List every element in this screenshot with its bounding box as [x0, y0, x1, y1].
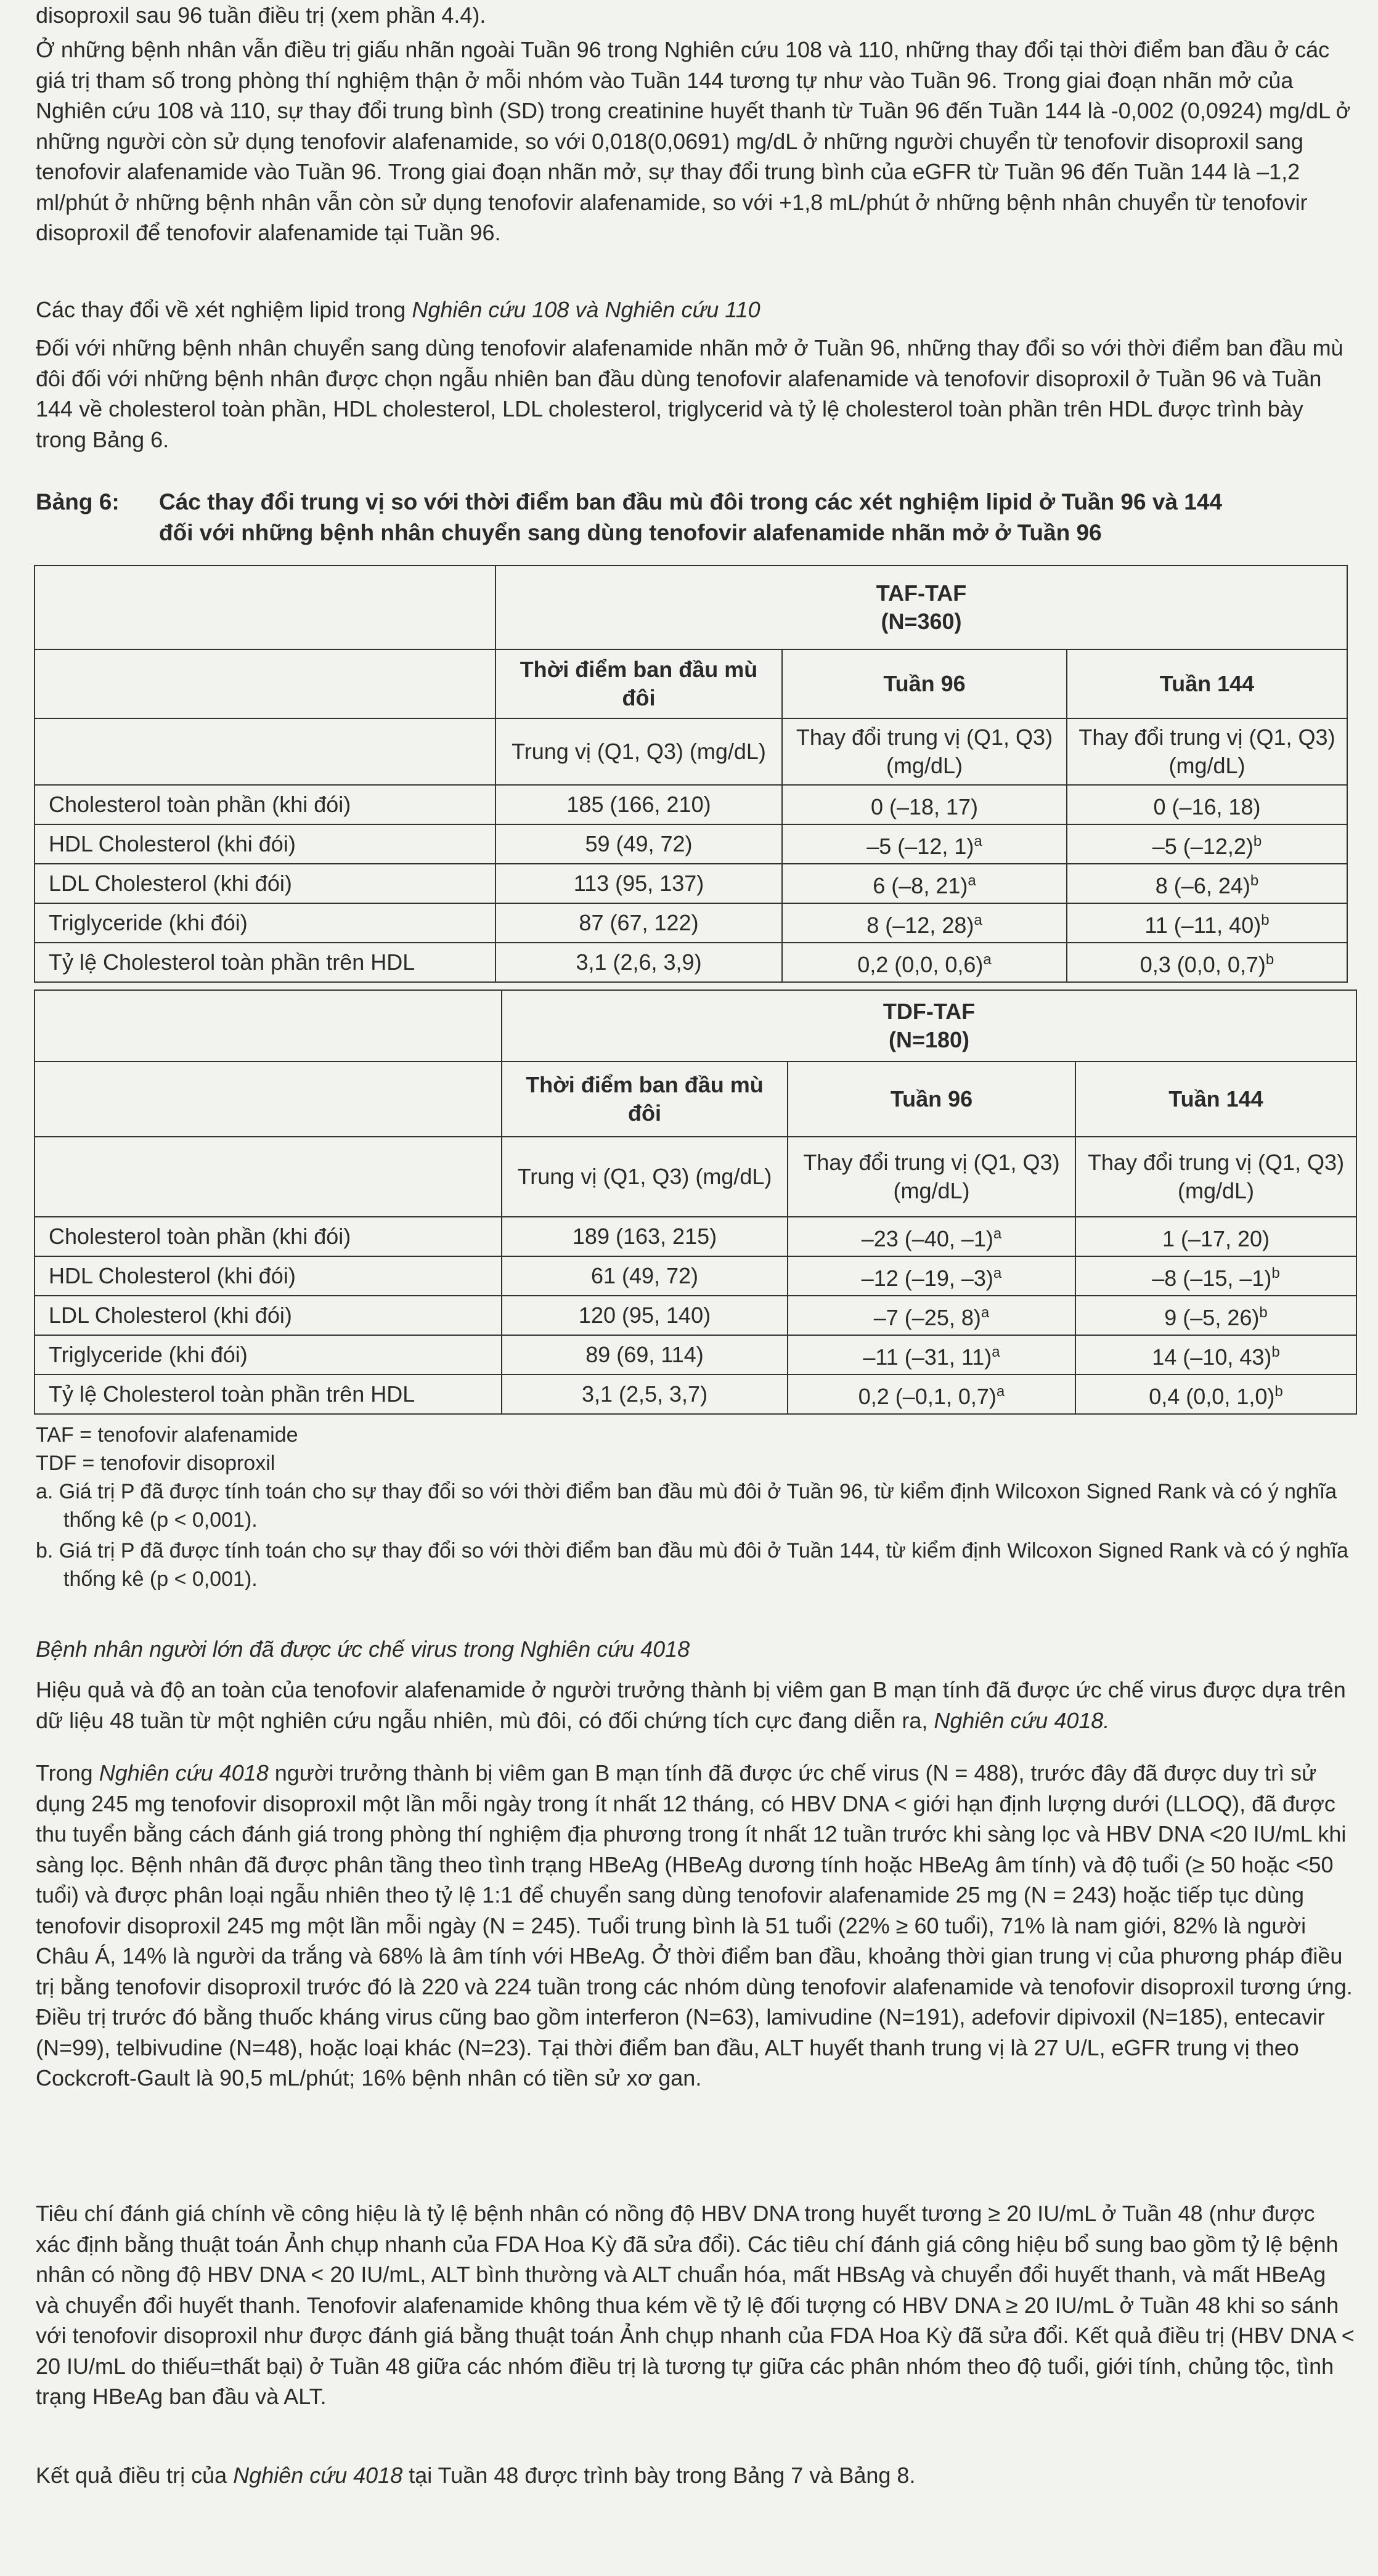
abbreviation-taf: TAF = tenofovir alafenamide — [36, 1423, 298, 1447]
text-span: Trong — [36, 1760, 99, 1786]
week96-change-text: 8 (–12, 28) — [866, 912, 974, 938]
week96-change — [782, 824, 1067, 864]
row-label-text: HDL Cholesterol (khi đói) — [49, 1263, 296, 1288]
group-n: (N=180) — [888, 1027, 970, 1052]
group-name: TDF-TAF — [883, 999, 976, 1024]
baseline-value — [502, 1256, 788, 1296]
baseline-value-text: 189 (163, 215) — [572, 1224, 717, 1249]
week144-change — [1075, 1256, 1356, 1296]
study-4018-paragraph-3: Tiêu chí đánh giá chính về công hiệu là tỷ lệ bệnh nhân có nồng độ HBV DNA trong huyết tương ≥ 20 IU/mL ở Tuần 48 (như được xác định bằng thuật toán Ảnh chụp nhanh của FDA Hoa Kỳ đã sửa đổi). Các tiêu chí đánh giá công hiệu bổ sung bao gồm tỷ lệ bệnh nhân có nồng độ HBV DNA < 20 IU/mL, ALT bình thường và ALT chuẩn hóa, mất HBsAg và chuyển đổi huyết thanh, và mất HBeAg và chuyển đổi huyết thanh. Tenofovir alafenamide không thua kém về tỷ lệ đối tượng có HBV DNA ≥ 20 IU/mL ở Tuần 48 khi so sánh với tenofovir disoproxil như được đánh giá bằng thuật toán Ảnh chụp nhanh của FDA Hoa Kỳ đã sửa đổi. Kết quả điều trị (HBV DNA < 20 IU/mL do thiếu=thất bại) ở Tuần 48 giữa các nhóm điều trị là tương tự giữa các phân nhóm theo độ tuổi, giới tính, chủng tộc, tình trạng HBeAg ban đầu và ALT. — [36, 2201, 1355, 2409]
week144-change — [1075, 1335, 1356, 1375]
abbreviation-tdf: TDF = tenofovir disoproxil — [36, 1452, 275, 1475]
row-label — [35, 824, 495, 864]
row-label-text: Tỷ lệ Cholesterol toàn phần trên HDL — [49, 1381, 415, 1407]
week96-change-text: 6 (–8, 21) — [873, 873, 968, 898]
table-row — [35, 1217, 1356, 1256]
week96-change — [782, 785, 1067, 824]
subheader-baseline: Trung vị (Q1, Q3) (mg/dL) — [495, 718, 782, 785]
row-label — [35, 1217, 502, 1256]
group-header — [495, 566, 1347, 649]
week144-change-text: –8 (–15, –1) — [1152, 1266, 1272, 1291]
empty-cell — [35, 1062, 502, 1137]
intro-paragraph-1: Ở những bệnh nhân vẫn điều trị giấu nhãn ngoài Tuần 96 trong Nghiên cứu 108 và 110, những thay đổi tại thời điểm ban đầu ở các giá trị tham số trong phòng thí nghiệm thận ở mỗi nhóm vào Tuần 144 tương tự như vào Tuần 96. Trong giai đoạn nhãn mở của Nghiên cứu 108 và 110, sự thay đổi trung bình (SD) trong creatinine huyết thanh từ Tuần 96 đến Tuần 144 là -0,002 (0,0924) mg/dL ở những người còn sử dụng tenofovir alafenamide, so với 0,018(0,0691) mg/dL ở những người chuyển từ tenofovir disoproxil sang tenofovir alafenamide vào Tuần 96. Trong giai đoạn nhãn mở, sự thay đổi trung bình của eGFR từ Tuần 96 đến Tuần 144 là –1,2 ml/phút ở những bệnh nhân vẫn còn sử dụng tenofovir alafenamide, so với +1,8 mL/phút ở những bệnh nhân chuyển từ tenofovir disoproxil để tenofovir alafenamide tại Tuần 96. — [36, 37, 1351, 245]
table6-caption — [36, 487, 1355, 548]
footnote-marker: b — [1250, 872, 1259, 889]
subheader-week144: Thay đổi trung vị (Q1, Q3) (mg/dL) — [1067, 718, 1347, 785]
row-label — [35, 1256, 502, 1296]
week144-change — [1075, 1296, 1356, 1335]
lipid-heading-text: Các thay đổi về xét nghiệm lipid trong — [36, 297, 412, 322]
baseline-value-text: 185 (166, 210) — [566, 792, 711, 817]
study-4018-paragraph-1 — [36, 1675, 1355, 1736]
footnote-b: b. Giá trị P đã được tính toán cho sự thay đổi so với thời điểm ban đầu mù đôi ở Tuần 144, từ kiểm định Wilcoxon Signed Rank và có ý nghĩa thống kê (p < 0,001). — [36, 1539, 1348, 1591]
week96-change — [782, 943, 1067, 982]
baseline-value — [502, 1296, 788, 1335]
footnote-marker: a — [974, 833, 982, 850]
subheader-week96: Thay đổi trung vị (Q1, Q3) (mg/dL) — [782, 718, 1067, 785]
column-header-week96: Tuần 96 — [782, 649, 1067, 718]
week96-change — [788, 1296, 1075, 1335]
table-row — [35, 566, 1347, 649]
empty-cell — [35, 990, 502, 1062]
row-label-text: LDL Cholesterol (khi đói) — [49, 871, 292, 896]
baseline-value — [495, 903, 782, 943]
study-4018-heading: Bệnh nhân người lớn đã được ức chế virus trong Nghiên cứu 4018 — [36, 1636, 690, 1662]
study-4018-paragraph-2 — [36, 1758, 1355, 2094]
week96-change — [782, 903, 1067, 943]
week96-change-text: 0,2 (–0,1, 0,7) — [858, 1384, 997, 1409]
baseline-value-text: 61 (49, 72) — [590, 1263, 699, 1288]
row-label-text: LDL Cholesterol (khi đói) — [49, 1302, 292, 1328]
week144-change-text: 0 (–16, 18) — [1153, 794, 1261, 819]
group-n: (N=360) — [881, 609, 962, 634]
week96-change — [782, 864, 1067, 903]
subheader-baseline: Trung vị (Q1, Q3) (mg/dL) — [502, 1137, 788, 1217]
row-label — [35, 1296, 502, 1335]
subheader-week96: Thay đổi trung vị (Q1, Q3) (mg/dL) — [788, 1137, 1075, 1217]
table6-caption-line1: Các thay đổi trung vị so với thời điểm ban đầu mù đôi trong các xét nghiệm lipid ở Tuần 96 và 144 — [159, 489, 1223, 514]
group-header — [502, 990, 1356, 1062]
week144-change-text: 8 (–6, 24) — [1155, 873, 1250, 898]
study-name: Nghiên cứu 4018 — [99, 1760, 269, 1786]
baseline-value — [495, 864, 782, 903]
row-label-text: Tỷ lệ Cholesterol toàn phần trên HDL — [49, 949, 415, 975]
table6-caption-label: Bảng 6: — [36, 489, 120, 514]
footnote-marker: b — [1271, 1344, 1280, 1360]
baseline-value — [502, 1217, 788, 1256]
table-row — [35, 1296, 1356, 1335]
baseline-value-text: 3,1 (2,5, 3,7) — [581, 1381, 708, 1407]
column-header-week144: Tuần 144 — [1067, 649, 1347, 718]
baseline-value — [495, 785, 782, 824]
week144-change — [1075, 1375, 1356, 1414]
footnote-marker: b — [1271, 1265, 1280, 1282]
empty-cell — [35, 566, 495, 649]
row-label — [35, 864, 495, 903]
row-label-text: Triglyceride (khi đói) — [49, 1342, 248, 1367]
week144-change-text: 1 (–17, 20) — [1162, 1226, 1270, 1251]
week96-change-text: 0 (–18, 17) — [870, 794, 979, 819]
table-row — [35, 1062, 1356, 1137]
text-span: tại Tuần 48 được trình bày trong Bảng 7 và Bảng 8. — [402, 2463, 916, 2488]
week144-change — [1067, 903, 1347, 943]
table-row — [35, 1335, 1356, 1375]
table-row — [35, 903, 1347, 943]
week144-change — [1067, 785, 1347, 824]
baseline-value-text: 113 (95, 137) — [573, 871, 704, 896]
baseline-value — [495, 824, 782, 864]
week96-change — [788, 1335, 1075, 1375]
table-row — [35, 1256, 1356, 1296]
footnote-marker: a — [968, 872, 976, 889]
row-label-text: Cholesterol toàn phần (khi đói) — [49, 792, 351, 817]
row-label — [35, 903, 495, 943]
footnote-marker: a — [992, 1344, 1000, 1360]
week96-change-text: –11 (–31, 11) — [863, 1344, 992, 1370]
week96-change — [788, 1375, 1075, 1414]
lipid-section-heading — [36, 295, 1355, 325]
empty-cell — [35, 649, 495, 718]
week96-change-text: –12 (–19, –3) — [861, 1266, 993, 1291]
column-header-baseline: Thời điểm ban đầu mù đôi — [495, 649, 782, 718]
week144-change-text: –5 (–12,2) — [1152, 834, 1254, 859]
footnote-marker: a — [993, 1265, 1002, 1282]
week96-change-text: –5 (–12, 1) — [866, 834, 974, 859]
table-row — [35, 649, 1347, 718]
week144-change-text: 14 (–10, 43) — [1152, 1344, 1272, 1370]
column-header-week144: Tuần 144 — [1075, 1062, 1356, 1137]
empty-cell — [35, 1137, 502, 1217]
baseline-value-text: 59 (49, 72) — [585, 831, 693, 856]
intro-paragraph-0: disoproxil sau 96 tuần điều trị (xem phần 4.4). — [36, 2, 486, 28]
week144-change — [1067, 864, 1347, 903]
row-label — [35, 943, 495, 982]
week96-change-text: 0,2 (0,0, 0,6) — [857, 952, 984, 977]
table-row — [35, 785, 1347, 824]
table-row — [35, 824, 1347, 864]
study-name: Nghiên cứu 4018. — [934, 1707, 1110, 1733]
week96-change-text: –23 (–40, –1) — [861, 1226, 993, 1251]
week144-change-text: 0,3 (0,0, 0,7) — [1140, 952, 1266, 977]
column-header-baseline: Thời điểm ban đầu mù đôi — [502, 1062, 788, 1137]
baseline-value-text: 87 (67, 122) — [579, 910, 699, 935]
table-row — [35, 1137, 1356, 1217]
column-header-week96: Tuần 96 — [788, 1062, 1075, 1137]
footnote-marker: a — [996, 1383, 1005, 1400]
text-span: người trưởng thành bị viêm gan B mạn tính đã được ức chế virus (N = 488), trước đây đã được duy trì sử dụng 245 mg tenofovir disoproxil một lần mỗi ngày trong ít nhất 12 tháng, có HBV DNA < giới hạn định lượng dưới (LLOQ), đã được thu tuyển bằng cách đánh giá trong phòng thí nghiệm địa phương trong ít nhất 12 tuần trước khi sàng lọc và HBV DNA <20 IU/mL khi sàng lọc. Bệnh nhân đã được phân tầng theo tình trạng HBeAg (HBeAg dương tính hoặc HBeAg âm tính) và độ tuổi (≥ 50 hoặc <50 tuổi) và được phân loại ngẫu nhiên theo tỷ lệ 1:1 để chuyển sang dùng tenofovir alafenamide 25 mg (N = 243) hoặc tiếp tục dùng tenofovir disoproxil 245 mg một lần mỗi ngày (N = 245). Tuổi trung bình là 51 tuổi (22% ≥ 60 tuổi), 71% là nam giới, 82% là người Châu Á, 14% là người da trắng và 68% là âm tính với HBeAg. Ở thời điểm ban đầu, khoảng thời gian trung vị của phương pháp điều trị bằng tenofovir disoproxil trước đó là 220 và 224 tuần trong các nhóm dùng tenofovir alafenamide và tenofovir disoproxil tương ứng. Điều trị trước đó bằng thuốc kháng virus cũng bao gồm interferon (N=63), lamivudine (N=191), adefovir dipivoxil (N=185), entecavir (N=99), telbivudine (N=48), hoặc loại khác (N=23). Tại thời điểm ban đầu, ALT huyết thanh trung vị là 27 U/L, eGFR trung vị theo Cockcroft-Gault là 90,5 mL/phút; 16% bệnh nhân có tiền sử xơ gan. — [36, 1760, 1353, 2090]
table6-tdf-taf — [34, 989, 1357, 1415]
row-label — [35, 1335, 502, 1375]
week96-change-text: –7 (–25, 8) — [873, 1305, 981, 1330]
week144-change — [1067, 943, 1347, 982]
text-span: Kết quả điều trị của — [36, 2463, 234, 2488]
footnote-marker: a — [974, 912, 982, 928]
table6-taf-taf — [34, 565, 1348, 983]
baseline-value-text: 89 (69, 114) — [585, 1342, 704, 1367]
row-label-text: Cholesterol toàn phần (khi đói) — [49, 1224, 351, 1249]
footnote-marker: a — [993, 1225, 1002, 1242]
row-label-text: HDL Cholesterol (khi đói) — [49, 831, 296, 856]
week144-change-text: 11 (–11, 40) — [1144, 912, 1262, 938]
week144-change-text: 9 (–5, 26) — [1164, 1305, 1260, 1330]
intro-paragraph-2: Đối với những bệnh nhân chuyển sang dùng tenofovir alafenamide nhãn mở ở Tuần 96, những thay đổi so với thời điểm ban đầu mù đôi đối với những bệnh nhân được chọn ngẫu nhiên ban đầu dùng tenofovir alafenamide và tenofovir disoproxil ở Tuần 96 và Tuần 144 về cholesterol toàn phần, HDL cholesterol, LDL cholesterol, triglycerid và tỷ lệ cholesterol toàn phần trên HDL được trình bày trong Bảng 6. — [36, 335, 1343, 452]
group-name: TAF-TAF — [876, 580, 967, 606]
table6-caption-line2: đối với những bệnh nhân chuyển sang dùng tenofovir alafenamide nhãn mở ở Tuần 96 — [159, 520, 1102, 545]
table-row — [35, 943, 1347, 982]
footnote-marker: b — [1261, 912, 1270, 928]
footnote-marker: a — [980, 1304, 990, 1321]
subheader-week144: Thay đổi trung vị (Q1, Q3) (mg/dL) — [1075, 1137, 1356, 1217]
baseline-value-text: 120 (95, 140) — [578, 1302, 711, 1328]
empty-cell — [35, 718, 495, 785]
row-label-text: Triglyceride (khi đói) — [49, 910, 248, 935]
footnote-marker: a — [983, 951, 992, 968]
row-label — [35, 785, 495, 824]
baseline-value — [495, 943, 782, 982]
lipid-heading-studies: Nghiên cứu 108 và Nghiên cứu 110 — [412, 297, 760, 322]
table-row — [35, 1375, 1356, 1414]
week144-change-text: 0,4 (0,0, 1,0) — [1149, 1384, 1275, 1409]
table6-footnotes — [36, 1421, 1355, 1593]
footnote-marker: b — [1265, 951, 1274, 968]
week144-change — [1067, 824, 1347, 864]
table-row — [35, 718, 1347, 785]
footnote-a: a. Giá trị P đã được tính toán cho sự thay đổi so với thời điểm ban đầu mù đôi ở Tuần 96, từ kiểm định Wilcoxon Signed Rank và có ý nghĩa thống kê (p < 0,001). — [36, 1480, 1337, 1532]
week144-change — [1075, 1217, 1356, 1256]
study-4018-paragraph-4 — [36, 2460, 1355, 2491]
week96-change — [788, 1217, 1075, 1256]
baseline-value — [502, 1375, 788, 1414]
text-span: Hiệu quả và độ an toàn của tenofovir alafenamide ở người trưởng thành bị viêm gan B mạn tính đã được ức chế virus được dựa trên dữ liệu 48 tuần từ một nghiên cứu ngẫu nhiên, mù đôi, có đối chứng tích cực đang diễn ra, — [36, 1677, 1346, 1733]
table-row — [35, 990, 1356, 1062]
footnote-marker: b — [1253, 833, 1262, 850]
footnote-marker: b — [1274, 1383, 1283, 1400]
week96-change — [788, 1256, 1075, 1296]
row-label — [35, 1375, 502, 1414]
baseline-value — [502, 1335, 788, 1375]
study-name: Nghiên cứu 4018 — [233, 2463, 403, 2488]
baseline-value-text: 3,1 (2,6, 3,9) — [576, 949, 702, 975]
footnote-marker: b — [1259, 1304, 1268, 1321]
table-row — [35, 864, 1347, 903]
